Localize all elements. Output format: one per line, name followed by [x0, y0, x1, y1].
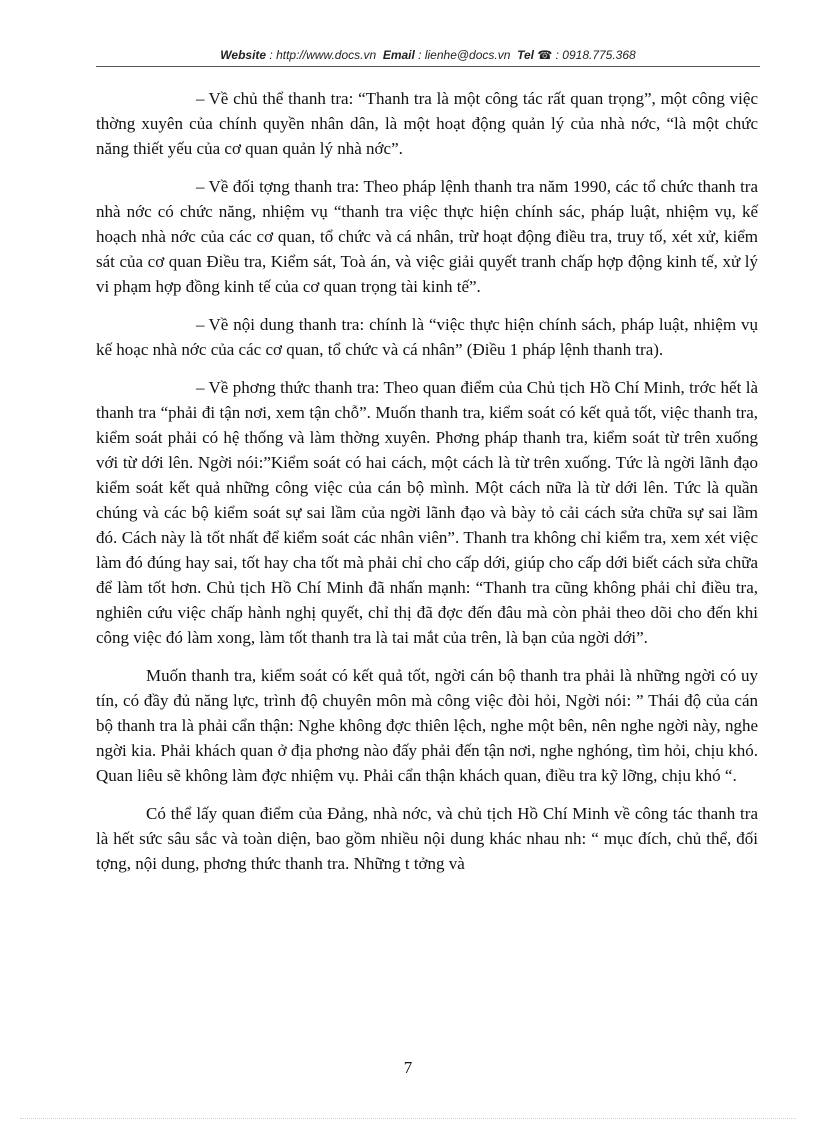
paragraph-text: Có thể lấy quan điểm của Đảng, nhà nớc, và chủ tịch Hồ Chí Minh về công tác thanh tra là hết sức sâu sắc và toàn diện, bao gồm nhiều nội dung khác nhau nh: “ mục đích, chủ thể, đối tợng, nội dung, phơng thức thanh tra. Những t tởng và — [96, 804, 758, 873]
paragraph-conclusion — [96, 801, 758, 876]
bullet-dash: – — [196, 378, 205, 397]
header-divider — [96, 66, 760, 67]
page-number: 7 — [403, 1058, 413, 1077]
footer-divider — [20, 1118, 796, 1119]
paragraph-text: Về nội dung thanh tra: chính là “việc thực hiện chính sách, pháp luật, nhiệm vụ kế hoạc nhà nớc của các cơ quan, tổ chức và cá nhân” (Điều 1 pháp lệnh thanh tra). — [96, 315, 758, 359]
email-value: : lienhe@docs.vn — [418, 48, 511, 62]
website-value: : http://www.docs.vn — [269, 48, 377, 62]
tel-label: Tel — [517, 48, 534, 62]
website-label: Website — [220, 48, 267, 62]
paragraph-content — [96, 312, 758, 362]
paragraph-text: Về phơng thức thanh tra: Theo quan điểm của Chủ tịch Hồ Chí Minh, trớc hết là thanh tra “phải đi tận nơi, xem tận chỗ”. Muốn thanh tra, kiểm soát có kết quả tốt, việc thanh tra, kiểm soát phải có hệ thống và làm thờng xuyên. Phơng pháp thanh tra, kiểm soát từ trên xuống với từ dới lên. Ngời nói:”Kiểm soát có hai cách, một cách là từ trên xuống. Tức là ngời lãnh đạo kiểm soát kết quả những công việc của cán bộ mình. Một cách nữa là từ dới lên. Tức là quần chúng và các bộ kiểm soát sự sai lầm của ngời lãnh đạo và bày tỏ cải cách sửa chữa sự sai lầm đó. Cách này là tốt nhất để kiểm soát các nhân viên”. Thanh tra không chỉ kiểm tra, xem xét việc làm đó đúng hay sai, tốt hay cha tốt mà phải chỉ cho cấp dới, giúp cho cấp dới biết cách sửa chữa để làm tốt hơn. Chủ tịch Hồ Chí Minh đã nhấn mạnh: “Thanh tra cũng không phải chỉ điều tra, nghiên cứu việc chấp hành nghị quyết, chỉ thị đã đợc đến đâu mà còn phải theo dõi cho đến khi công việc đó làm xong, làm tốt thanh tra là tai mắt của trên, là bạn của ngời dới”. — [96, 378, 758, 647]
document-body — [96, 86, 758, 889]
paragraph-subject — [96, 86, 758, 161]
tel-value: : 0918.775.368 — [555, 48, 636, 62]
page-header — [96, 48, 760, 62]
paragraph-text: Về chủ thể thanh tra: “Thanh tra là một công tác rất quan trọng”, một công việc thờng xuyên của chính quyền nhân dân, là một hoạt động quản lý của nhà nớc, “là một chức năng thiết yếu của cơ quan quản lý nhà nớc”. — [96, 89, 758, 158]
paragraph-text: Muốn thanh tra, kiểm soát có kết quả tốt, ngời cán bộ thanh tra phải là những ngời có uy tín, có đầy đủ năng lực, trình độ chuyên môn mà công việc đòi hỏi, Ngời nói: ” Thái độ của cán bộ thanh tra là phải cẩn thận: Nghe không đợc thiên lệch, nghe một bên, nên nghe ngời này, nghe ngời kia. Phải khách quan ở địa phơng nào đấy phải đến tận nơi, nghe nghóng, tìm hỏi, chịu khó. Quan liêu sẽ không làm đợc nhiệm vụ. Phải cẩn thận khách quan, điều tra kỹ lỡng, chịu khó “. — [96, 666, 758, 785]
bullet-dash: – — [196, 89, 205, 108]
paragraph-text: Về đối tợng thanh tra: Theo pháp lệnh thanh tra năm 1990, các tổ chức thanh tra nhà nớc có chức năng, nhiệm vụ “thanh tra việc thực hiện chính sác, pháp luật, nhiệm vụ, kế hoạch nhà nớc của các cơ quan, tổ chức và cá nhân, trừ hoạt động điều tra, truy tố, xét xử, kiểm sát của cơ quan Điều tra, Kiểm sát, Toà án, và việc giải quyết tranh chấp hợp động kinh tế, xử lý vi phạm hợp đồng kinh tế của cơ quan trọng tài kinh tế”. — [96, 177, 758, 296]
phone-icon: ☎ — [537, 48, 553, 62]
email-label: Email — [382, 48, 415, 62]
bullet-dash: – — [196, 315, 205, 334]
bullet-dash: – — [196, 177, 205, 196]
paragraph-inspector-quality — [96, 663, 758, 788]
paragraph-method — [96, 375, 758, 650]
paragraph-object — [96, 174, 758, 299]
